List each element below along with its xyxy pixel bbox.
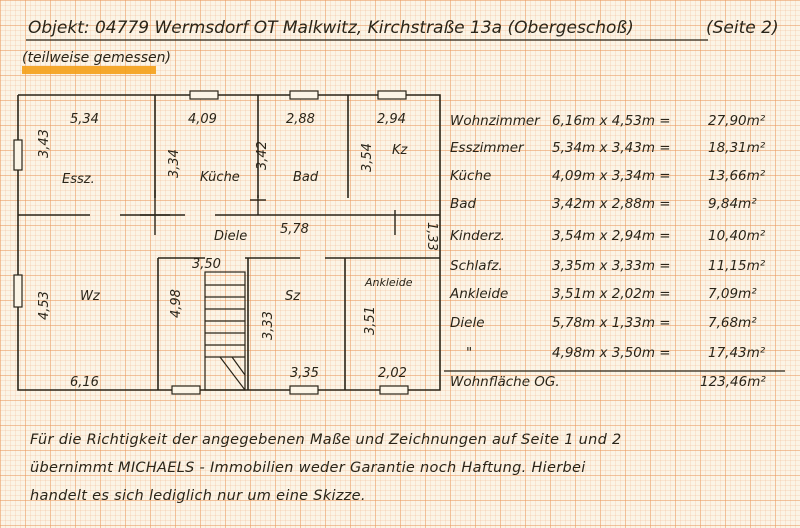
page-title: Objekt: 04779 Wermsdorf OT Malkwitz, Kirchstraße 13a (Obergeschoß) bbox=[28, 18, 634, 38]
page-number: (Seite 2) bbox=[706, 18, 779, 38]
area-value: 17,43m² bbox=[708, 345, 766, 361]
dim-kinderzimmer-height: 3,54 bbox=[360, 143, 375, 172]
area-calculation: 5,78m x 1,33m = bbox=[552, 315, 671, 331]
area-calculation: 3,35m x 3,33m = bbox=[552, 258, 671, 274]
dim-esszimmer-height: 3,43 bbox=[37, 129, 52, 158]
dim-bad-height: 3,42 bbox=[255, 141, 270, 170]
area-calculation: 4,98m x 3,50m = bbox=[552, 345, 671, 361]
dim-schlafzimmer-width: 3,35 bbox=[290, 366, 319, 381]
area-calculation: 3,51m x 2,02m = bbox=[552, 286, 671, 302]
highlighter-stroke bbox=[22, 66, 156, 74]
area-row bbox=[450, 196, 757, 212]
area-row bbox=[450, 258, 766, 274]
room-label-esszimmer: Essz. bbox=[62, 172, 95, 187]
dim-ankleide-width: 2,02 bbox=[378, 366, 407, 381]
dim-kueche-width: 4,09 bbox=[188, 112, 217, 127]
dim-stair-height: 4,98 bbox=[169, 289, 184, 318]
area-value: 7,68m² bbox=[708, 315, 757, 331]
area-calculation: 5,34m x 3,43m = bbox=[552, 140, 671, 156]
area-row bbox=[449, 286, 757, 302]
dim-kinderzimmer-width: 2,94 bbox=[377, 112, 406, 127]
area-row bbox=[450, 228, 766, 244]
total-label: Wohnfläche OG. bbox=[450, 374, 560, 390]
dim-ankleide-height: 3,51 bbox=[363, 306, 378, 335]
dim-stair-width: 3,50 bbox=[192, 257, 221, 272]
dim-diele-width: 5,78 bbox=[280, 222, 309, 237]
area-room-name: Kinderz. bbox=[450, 228, 505, 244]
door-markers bbox=[140, 190, 400, 235]
area-room-name: Ankleide bbox=[450, 286, 509, 302]
area-room-name: Küche bbox=[450, 168, 492, 184]
area-calculation: 6,16m x 4,53m = bbox=[552, 113, 671, 129]
room-label-ankleide: Ankleide bbox=[365, 276, 413, 289]
dim-diele-height: 1,33 bbox=[424, 222, 439, 251]
area-row bbox=[450, 168, 766, 184]
area-row bbox=[450, 113, 766, 129]
room-label-schlafzimmer: Sz bbox=[285, 289, 301, 304]
area-value: 11,15m² bbox=[708, 258, 766, 274]
area-room-name: Esszimmer bbox=[450, 140, 524, 156]
area-value: 7,09m² bbox=[708, 286, 757, 302]
area-row bbox=[466, 345, 766, 361]
dim-esszimmer-width: 5,34 bbox=[70, 112, 99, 127]
dim-schlafzimmer-height: 3,33 bbox=[261, 311, 276, 340]
dim-wohnzimmer-height: 4,53 bbox=[37, 291, 52, 320]
area-room-name: Wohnzimmer bbox=[450, 113, 540, 129]
area-value: 27,90m² bbox=[708, 113, 766, 129]
room-label-diele: Diele bbox=[214, 229, 248, 244]
room-label-wohnzimmer: Wz bbox=[80, 289, 100, 304]
window-markers bbox=[14, 91, 408, 394]
area-row bbox=[450, 315, 757, 331]
area-table bbox=[444, 113, 785, 390]
area-value: 9,84m² bbox=[708, 196, 757, 212]
area-room-name: Schlafz. bbox=[450, 258, 503, 274]
subtitle: (teilweise gemessen) bbox=[22, 50, 171, 66]
dim-kueche-height: 3,34 bbox=[167, 149, 182, 178]
room-label-bad: Bad bbox=[293, 170, 319, 185]
area-value: 13,66m² bbox=[708, 168, 766, 184]
area-calculation: 3,42m x 2,88m = bbox=[552, 196, 671, 212]
room-label-kinderzimmer: Kz bbox=[392, 143, 408, 158]
disclaimer-line: übernimmt MICHAELS - Immobilien weder Garantie noch Haftung. Hierbei bbox=[30, 460, 586, 476]
total-value: 123,46m² bbox=[700, 374, 766, 390]
area-room-name: " bbox=[466, 345, 473, 361]
area-value: 18,31m² bbox=[708, 140, 766, 156]
staircase bbox=[205, 272, 245, 390]
area-calculation: 3,54m x 2,94m = bbox=[552, 228, 671, 244]
area-row bbox=[450, 140, 766, 156]
area-room-name: Bad bbox=[450, 196, 477, 212]
area-room-name: Diele bbox=[450, 315, 485, 331]
dim-wohnzimmer-width: 6,16 bbox=[70, 375, 99, 390]
area-calculation: 4,09m x 3,34m = bbox=[552, 168, 671, 184]
area-value: 10,40m² bbox=[708, 228, 766, 244]
disclaimer-line: handelt es sich lediglich nur um eine Skizze. bbox=[30, 488, 366, 504]
disclaimer-line: Für die Richtigkeit der angegebenen Maße und Zeichnungen auf Seite 1 und 2 bbox=[30, 432, 622, 448]
room-label-kueche: Küche bbox=[200, 170, 240, 185]
dim-bad-width: 2,88 bbox=[286, 112, 315, 127]
